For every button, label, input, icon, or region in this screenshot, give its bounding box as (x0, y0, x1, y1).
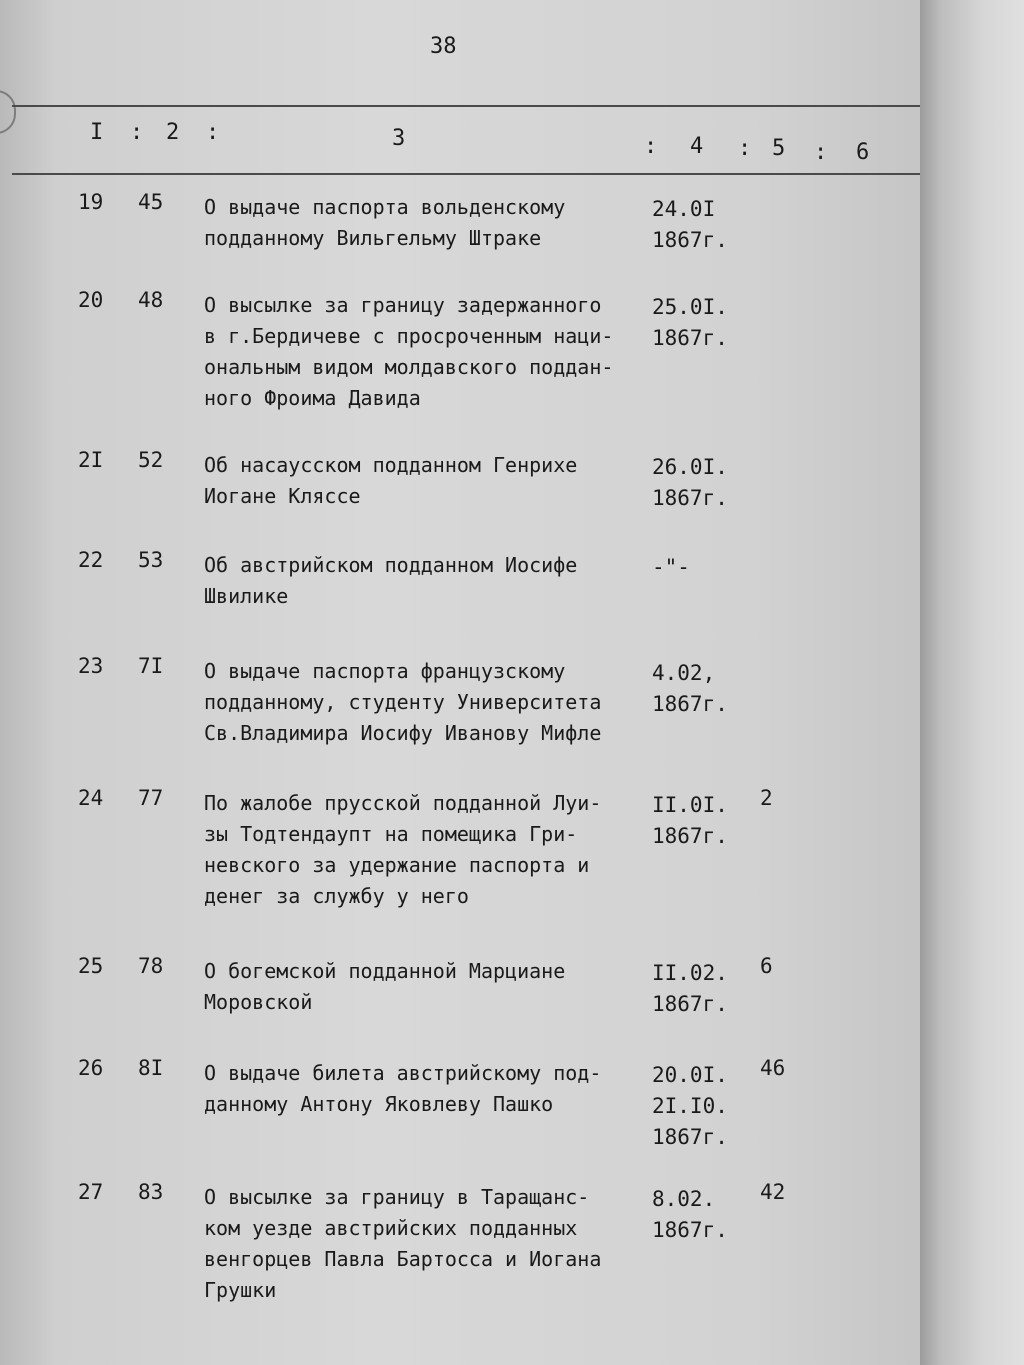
date-line: 1867г. (652, 326, 728, 350)
header-rule-top (12, 105, 920, 107)
file-number: 48 (138, 288, 164, 312)
description-line: О выдаче паспорта французскому (204, 659, 566, 683)
file-number: 52 (138, 448, 164, 472)
row-number: 19 (78, 190, 104, 214)
header-col-6: 6 (856, 140, 870, 165)
row-number: 24 (78, 786, 104, 810)
page-count: 42 (760, 1180, 786, 1204)
case-description (204, 290, 644, 414)
date-line: II.0I. (652, 793, 728, 817)
case-description (204, 550, 644, 612)
case-date (652, 790, 728, 852)
description-line: ком уезде австрийских подданных (204, 1216, 578, 1240)
case-date (652, 194, 728, 256)
description-line: Моровской (204, 990, 313, 1014)
case-description (204, 956, 644, 1018)
case-date (652, 658, 728, 720)
date-line: -"- (652, 555, 690, 579)
file-number: 7I (138, 654, 164, 678)
description-line: денег за службу у него (204, 884, 469, 908)
description-line: Иогане Кляссе (204, 484, 361, 508)
description-line: подданному Вильгельму Штраке (204, 226, 542, 250)
row-number: 25 (78, 954, 104, 978)
header-sep-5: : (814, 140, 828, 165)
description-line: Швилике (204, 584, 289, 608)
description-line: Об австрийском подданном Иосифе (204, 553, 578, 577)
description-line: О высылке за границу в Таращанс- (204, 1185, 590, 1209)
header-sep-3: : (644, 134, 658, 159)
row-number: 26 (78, 1056, 104, 1080)
page-count: 2 (760, 786, 773, 810)
row-number: 2I (78, 448, 104, 472)
header-sep-4: : (738, 136, 752, 161)
binder-hole (0, 90, 16, 134)
date-line: 1867г. (652, 228, 728, 252)
header-col-1: I (90, 120, 104, 145)
description-line: Св.Владимира Иосифу Иванову Мифле (204, 721, 602, 745)
date-line: 20.0I. (652, 1063, 728, 1087)
page-edge (920, 0, 1024, 1365)
description-line: По жалобе прусской подданной Луи- (204, 791, 602, 815)
date-line: 2I.I0. (652, 1094, 728, 1118)
description-line: данному Антону Яковлеву Пашко (204, 1092, 554, 1116)
header-col-2: 2 (166, 120, 180, 145)
description-line: зы Тодтендаупт на помещика Гри- (204, 822, 578, 846)
description-line: О богемской подданной Марциане (204, 959, 566, 983)
case-date (652, 958, 728, 1020)
case-date (652, 452, 728, 514)
date-line: 4.02, (652, 661, 716, 685)
page-count: 46 (760, 1056, 786, 1080)
header-col-4: 4 (690, 134, 704, 159)
row-number: 27 (78, 1180, 104, 1204)
description-line: невского за удержание паспорта и (204, 853, 590, 877)
page-count: 6 (760, 954, 773, 978)
date-line: 26.0I. (652, 455, 728, 479)
description-line: О высылке за границу задержанного (204, 293, 602, 317)
file-number: 8I (138, 1056, 164, 1080)
description-line: венгорцев Павла Бартосса и Иогана (204, 1247, 602, 1271)
header-rule-bottom (12, 173, 920, 175)
date-line: 24.0I (652, 197, 716, 221)
case-date (652, 292, 728, 354)
page-number: 38 (430, 34, 457, 59)
file-number: 77 (138, 786, 164, 810)
file-number: 45 (138, 190, 164, 214)
date-line: 8.02. (652, 1187, 716, 1211)
date-line: 25.0I. (652, 295, 728, 319)
description-line: ональным видом молдавского поддан- (204, 355, 614, 379)
description-line: Об насаусском подданном Генрихе (204, 453, 578, 477)
date-line: 1867г. (652, 486, 728, 510)
case-description (204, 450, 644, 512)
date-line: 1867г. (652, 1218, 728, 1242)
date-line: 1867г. (652, 692, 728, 716)
case-description (204, 192, 644, 254)
date-line: 1867г. (652, 992, 728, 1016)
description-line: ного Фроима Давида (204, 386, 421, 410)
case-date (652, 1060, 728, 1153)
header-col-5: 5 (772, 136, 786, 161)
file-number: 83 (138, 1180, 164, 1204)
case-description (204, 788, 644, 912)
row-number: 22 (78, 548, 104, 572)
case-description (204, 1058, 644, 1120)
header-sep-2: : (206, 120, 220, 145)
header-col-3: 3 (392, 126, 406, 151)
description-line: подданному, студенту Университета (204, 690, 602, 714)
row-number: 20 (78, 288, 104, 312)
file-number: 78 (138, 954, 164, 978)
description-line: Грушки (204, 1278, 277, 1302)
case-description (204, 656, 644, 749)
row-number: 23 (78, 654, 104, 678)
description-line: О выдаче паспорта вольденскому (204, 195, 566, 219)
date-line: 1867г. (652, 1125, 728, 1149)
case-date (652, 552, 690, 583)
case-date (652, 1184, 728, 1246)
date-line: II.02. (652, 961, 728, 985)
description-line: в г.Бердичеве с просроченным наци- (204, 324, 614, 348)
date-line: 1867г. (652, 824, 728, 848)
case-description (204, 1182, 644, 1306)
header-sep-1: : (130, 120, 144, 145)
description-line: О выдаче билета австрийскому под- (204, 1061, 602, 1085)
file-number: 53 (138, 548, 164, 572)
